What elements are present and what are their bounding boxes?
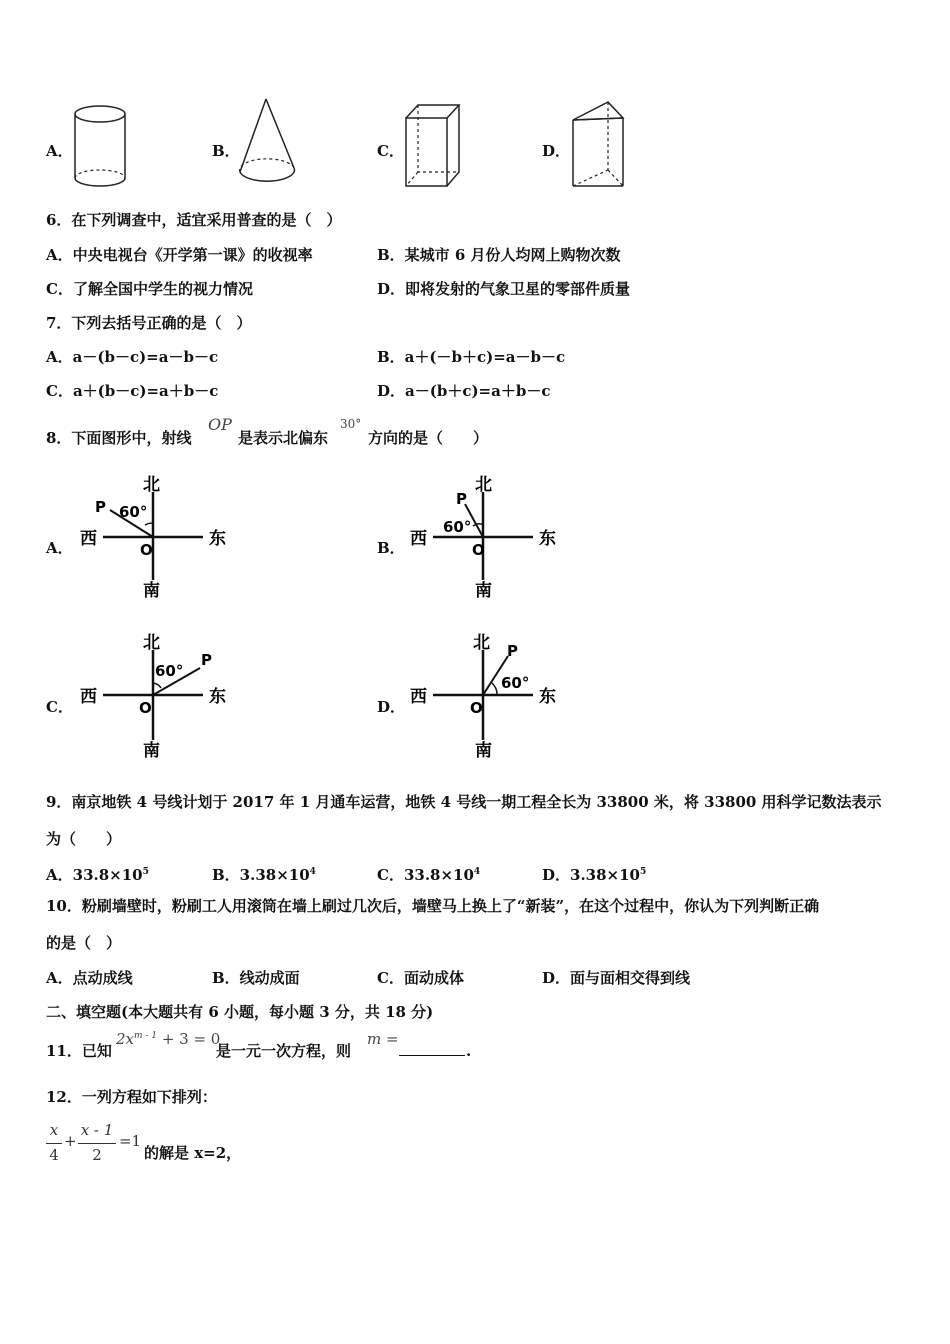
north-label: 北 (143, 475, 160, 495)
q6-option-c: C．了解全国中学生的视力情况 (46, 280, 253, 298)
q7-stem: 7．下列去括号正确的是（ ） (46, 314, 252, 332)
west-label: 西 (410, 687, 427, 707)
west-label: 西 (410, 529, 427, 549)
rectangular-prism-figure (402, 100, 464, 192)
q12-fraction1-numerator: x (49, 1121, 59, 1139)
q12-fraction2-numerator: x - 1 (80, 1121, 114, 1139)
angle-label: 60° (155, 662, 184, 680)
q7-option-c: C．a＋(b－c)=a＋b－c (46, 382, 219, 400)
angle-label: 60° (443, 518, 472, 536)
q10-stem-line1: 10．粉刷墙壁时，粉刷工人用滚筒在墙上刷过几次后，墙壁马上换上了“新装”，在这个过程中，你认为下列判断正确 (46, 897, 820, 915)
q8-option-d-letter: D． (377, 698, 406, 716)
north-label: 北 (143, 633, 160, 653)
point-label: P (456, 490, 467, 508)
q6-option-b: B．某城市 6 月份人均网上购物次数 (377, 246, 621, 264)
triangular-prism-figure (568, 96, 632, 192)
origin-label: O (472, 541, 485, 559)
section-2-heading: 二、填空题(本大题共有 6 小题，每小题 3 分，共 18 分) (46, 1003, 434, 1021)
south-label: 南 (475, 581, 492, 601)
q9-option-d: D．$3.38\times 10^5$ (542, 866, 647, 884)
west-label: 西 (80, 529, 97, 549)
north-label: 北 (473, 633, 490, 653)
q11-prefix: 11．已知 (46, 1042, 112, 1060)
origin-label: O (139, 699, 152, 717)
east-label: 东 (209, 529, 226, 549)
point-label: P (507, 642, 518, 660)
q12-equals-one: =1 (118, 1132, 142, 1150)
q10-option-b: B．线动成面 (212, 969, 300, 987)
compass-diagram-b (405, 470, 575, 600)
angle-label: 60° (119, 503, 148, 521)
q7-option-a: A．a－(b－c)=a－b－c (46, 348, 219, 366)
q6-option-d: D．即将发射的气象卫星的零部件质量 (377, 280, 631, 298)
origin-label: O (140, 541, 153, 559)
q6-stem: 6．在下列调查中，适宜采用普查的是（ ） (46, 211, 342, 229)
compass-diagram-a (75, 470, 245, 600)
q12-stem: 12．一列方程如下排列： (46, 1088, 217, 1106)
q12-fraction1-denominator: 4 (49, 1146, 59, 1164)
q8-stem-mid: 是表示北偏东 (238, 429, 329, 447)
q11-end: . (466, 1042, 472, 1060)
west-label: 西 (80, 687, 97, 707)
origin-label: O (470, 699, 483, 717)
south-label: 南 (143, 741, 160, 761)
q6-option-a: A．中央电视台《开学第一课》的收视率 (46, 246, 313, 264)
q8-stem-prefix: 8．下面图形中，射线 (46, 429, 192, 447)
cone-figure (236, 96, 300, 192)
point-label: P (95, 498, 106, 516)
south-label: 南 (475, 741, 492, 761)
q8-ray-label: OP (208, 415, 232, 434)
q12-fraction2-bar (78, 1143, 116, 1144)
east-label: 东 (539, 529, 556, 549)
q10-stem-line2: 的是（ ） (46, 934, 122, 952)
east-label: 东 (209, 687, 226, 707)
north-label: 北 (475, 475, 492, 495)
cylinder-figure (70, 100, 130, 192)
east-label: 东 (539, 687, 556, 707)
q11-mid: 是一元一次方程，则 (216, 1042, 352, 1060)
angle-label: 60° (501, 674, 530, 692)
q8-option-b-letter: B． (377, 539, 405, 557)
compass-diagram-c (75, 628, 245, 760)
compass-diagram-d (405, 628, 575, 760)
q12-plus: + (64, 1132, 77, 1150)
q9-option-c: C．$33.8\times 10^4$ (377, 866, 481, 884)
q11-variable: m = (367, 1030, 399, 1048)
q12-solution-text: 的解是 x=2， (144, 1144, 242, 1162)
south-label: 南 (143, 581, 160, 601)
q8-option-a-letter: A． (46, 539, 73, 557)
q8-stem-suffix: 方向的是（ ） (368, 429, 489, 447)
q9-stem-line1: 9．南京地铁 4 号线计划于 2017 年 1 月通车运营，地铁 4 号线一期工程全长为 33800 米，将 33800 用科学记数法表示 (46, 793, 882, 811)
q10-option-d: D．面与面相交得到线 (542, 969, 691, 987)
q12-fraction2-denominator: 2 (92, 1146, 102, 1164)
q5-option-a-letter: A． (46, 142, 73, 160)
q8-angle-label: 30° (340, 417, 362, 431)
q9-option-b: B．$3.38\times 10^4$ (212, 866, 316, 884)
q11-equation: $2x^{m - 1} + 3 = 0$ (116, 1030, 221, 1048)
q5-option-b-letter: B． (212, 142, 240, 160)
q5-option-c-letter: C． (377, 142, 404, 160)
q8-option-c-letter: C． (46, 698, 73, 716)
q7-option-d: D．a－(b＋c)=a＋b－c (377, 382, 551, 400)
q12-fraction1-bar (46, 1143, 62, 1144)
q7-option-b: B．a＋(－b＋c)=a－b－c (377, 348, 566, 366)
q9-stem-line2: 为（ ） (46, 830, 122, 848)
q10-option-c: C．面动成体 (377, 969, 464, 987)
q11-answer-blank[interactable] (399, 1041, 465, 1056)
q10-option-a: A．点动成线 (46, 969, 133, 987)
q5-option-d-letter: D． (542, 142, 571, 160)
q9-option-a: A．$33.8\times 10^5$ (46, 866, 149, 884)
point-label: P (201, 651, 212, 669)
